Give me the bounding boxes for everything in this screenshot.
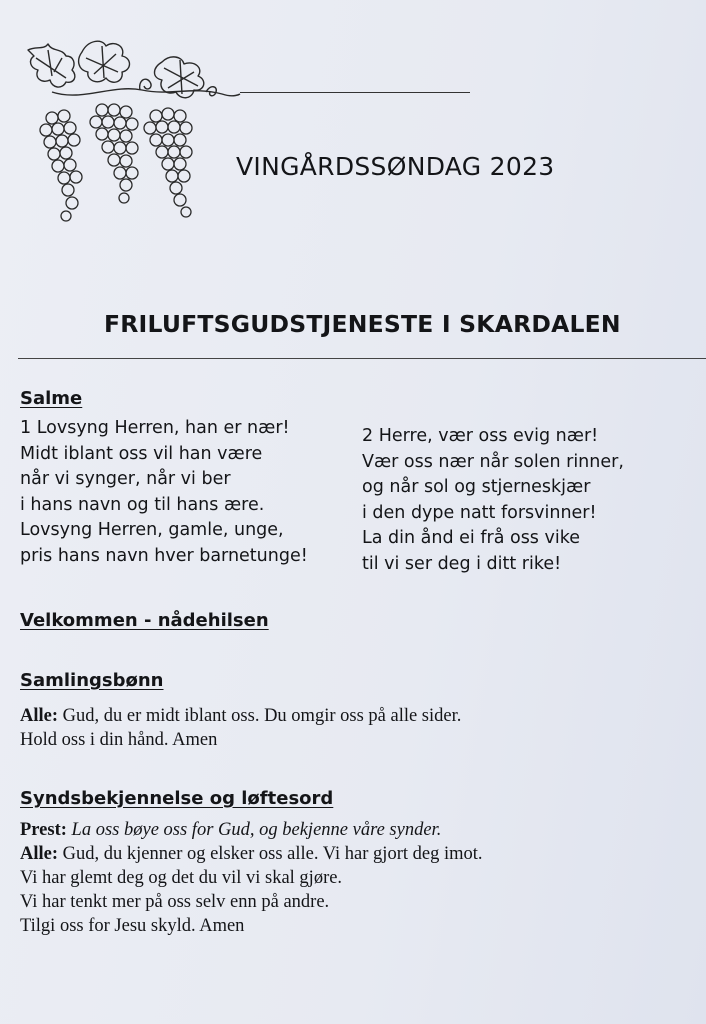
page-title: VINGÅRDSSØNDAG 2023 bbox=[236, 152, 555, 181]
prayer-line bbox=[20, 704, 461, 728]
verse-line: Midt iblant oss vil han være bbox=[20, 443, 263, 464]
verse-line: når vi synger, når vi ber bbox=[20, 469, 231, 489]
verse-line: i den dype natt forsvinner! bbox=[362, 502, 597, 523]
prayer-text: Gud, du kjenner og elsker oss alle. Vi har gjort deg imot. bbox=[58, 844, 483, 864]
prayer-line: Tilgi oss for Jesu skyld. Amen bbox=[20, 916, 245, 936]
speaker-label: Prest: bbox=[20, 820, 67, 840]
prayer-line: Vi har tenkt mer på oss selv enn på andre. bbox=[20, 892, 330, 912]
prayer-text: La oss bøye oss for Gud, og bekjenne våre synder. bbox=[66, 820, 442, 840]
page-subtitle: FRILUFTSGUDSTJENESTE I SKARDALEN bbox=[104, 310, 621, 338]
prayer-line: Vi har glemt deg og det du vil vi skal gjøre. bbox=[20, 868, 343, 888]
hymn-verse-1 bbox=[20, 416, 308, 569]
samlingsbonn-heading: Samlingsbønn bbox=[20, 670, 164, 691]
speaker-label: Alle: bbox=[20, 844, 59, 864]
hymn-verse-2 bbox=[362, 424, 624, 577]
verse-line: La din ånd ei frå oss vike bbox=[362, 528, 580, 548]
velkommen-heading: Velkommen - nådehilsen bbox=[20, 610, 269, 631]
verse-line: og når sol og stjerneskjær bbox=[362, 477, 591, 497]
subtitle-rule bbox=[18, 358, 706, 359]
verse-line: 1 Lovsyng Herren, han er nær! bbox=[20, 418, 290, 438]
prayer-line bbox=[20, 842, 483, 866]
prayer-line bbox=[20, 818, 483, 842]
syndsbekjennelse-text bbox=[20, 818, 483, 938]
verse-line: pris hans navn hver barnetunge! bbox=[20, 545, 308, 566]
verse-line: Lovsyng Herren, gamle, unge, bbox=[20, 520, 284, 540]
salme-heading: Salme bbox=[20, 388, 83, 409]
verse-line: 2 Herre, vær oss evig nær! bbox=[362, 426, 599, 446]
samlingsbonn-text bbox=[20, 704, 461, 752]
prayer-text: Gud, du er midt iblant oss. Du omgir oss på alle sider. bbox=[58, 706, 462, 726]
title-rule bbox=[240, 92, 470, 93]
verse-line: til vi ser deg i ditt rike! bbox=[362, 553, 562, 574]
verse-line: i hans navn og til hans ære. bbox=[20, 494, 265, 515]
prayer-line: Hold oss i din hånd. Amen bbox=[20, 730, 218, 750]
speaker-label: Alle: bbox=[20, 706, 59, 726]
syndsbekjennelse-heading: Syndsbekjennelse og løftesord bbox=[20, 788, 334, 809]
verse-line: Vær oss nær når solen rinner, bbox=[362, 451, 624, 472]
grape-vine-icon bbox=[22, 32, 242, 232]
